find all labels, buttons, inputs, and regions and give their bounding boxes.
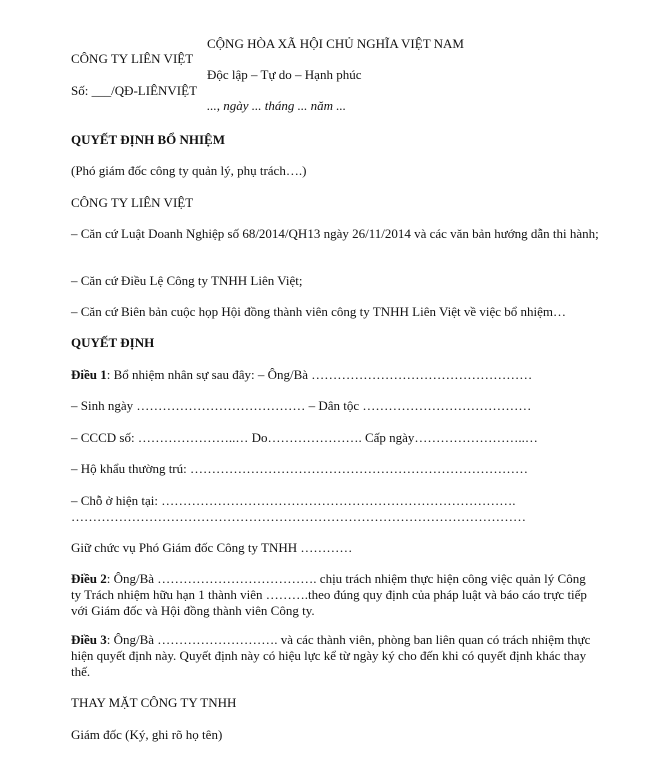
article-3-label: Điều 3	[71, 632, 107, 647]
article-2-label: Điều 2	[71, 571, 107, 586]
legal-basis-1: – Căn cứ Luật Doanh Nghiệp số 68/2014/QH13 ngày 26/11/2014 và các văn bản hướng dẫn thi hành;	[71, 226, 599, 241]
signature-on-behalf: THAY MẶT CÔNG TY TNHH	[71, 695, 237, 710]
article-3	[71, 632, 599, 680]
birth-fields: – Sinh ngày ………………………………… – Dân tộc …………………………………	[71, 398, 532, 413]
national-motto: Độc lập – Tự do – Hạnh phúc	[207, 67, 362, 82]
document-title: QUYẾT ĐỊNH BỔ NHIỆM	[71, 132, 225, 147]
signature-director: Giám đốc (Ký, ghi rõ họ tên)	[71, 727, 223, 742]
issuer-name: CÔNG TY LIÊN VIỆT	[71, 195, 194, 210]
national-title: CỘNG HÒA XÃ HỘI CHỦ NGHĨA VIỆT NAM	[207, 36, 464, 51]
article-2	[71, 571, 599, 619]
legal-basis-2: – Căn cứ Điều Lệ Công ty TNHH Liên Việt;	[71, 273, 303, 288]
company-name: CÔNG TY LIÊN VIỆT	[71, 51, 194, 66]
address-field-continued: ……………………………………………………………………………………………	[71, 509, 526, 524]
decision-heading: QUYẾT ĐỊNH	[71, 335, 155, 350]
legal-basis-3: – Căn cứ Biên bản cuộc họp Hội đồng thành viên công ty TNHH Liên Việt về việc bổ nhiệm…	[71, 304, 566, 319]
decision-number: Số: ___/QĐ-LIÊNVIỆT	[71, 83, 198, 98]
article-1-label: Điều 1	[71, 367, 107, 382]
article-2-text: : Ông/Bà ………………………………. chịu trách nhiệm thực hiện công việc quản lý Công ty Trách nhiệm hữu hạn 1 thành viên ……….theo đúng quy định của pháp luật và báo cáo trực tiếp với Giám đốc và Hội đồng thành viên Công ty.	[71, 571, 587, 618]
date-line: ..., ngày ... tháng ... năm ...	[207, 98, 347, 113]
article-1-text: : Bổ nhiệm nhân sự sau đây: – Ông/Bà ……………………………………………	[106, 367, 533, 382]
residence-field: – Hộ khẩu thường trú: ……………………………………………………………………	[71, 461, 528, 476]
document-subtitle: (Phó giám đốc công ty quản lý, phụ trách….)	[71, 163, 307, 178]
article-1	[71, 367, 532, 383]
id-fields: – CCCD số: …………………..… Do…………………. Cấp ngày……………………..…	[71, 430, 538, 445]
article-3-text: : Ông/Bà ………………………. và các thành viên, phòng ban liên quan có trách nhiệm thực hiện quyết định này. Quyết định này có hiệu lực kể từ ngày ký cho đến khi có quyết định khác thay thế.	[71, 632, 591, 679]
address-field: – Chỗ ở hiện tại: ……………………………………………………………………….	[71, 493, 516, 508]
position-line: Giữ chức vụ Phó Giám đốc Công ty TNHH …………	[71, 540, 353, 555]
